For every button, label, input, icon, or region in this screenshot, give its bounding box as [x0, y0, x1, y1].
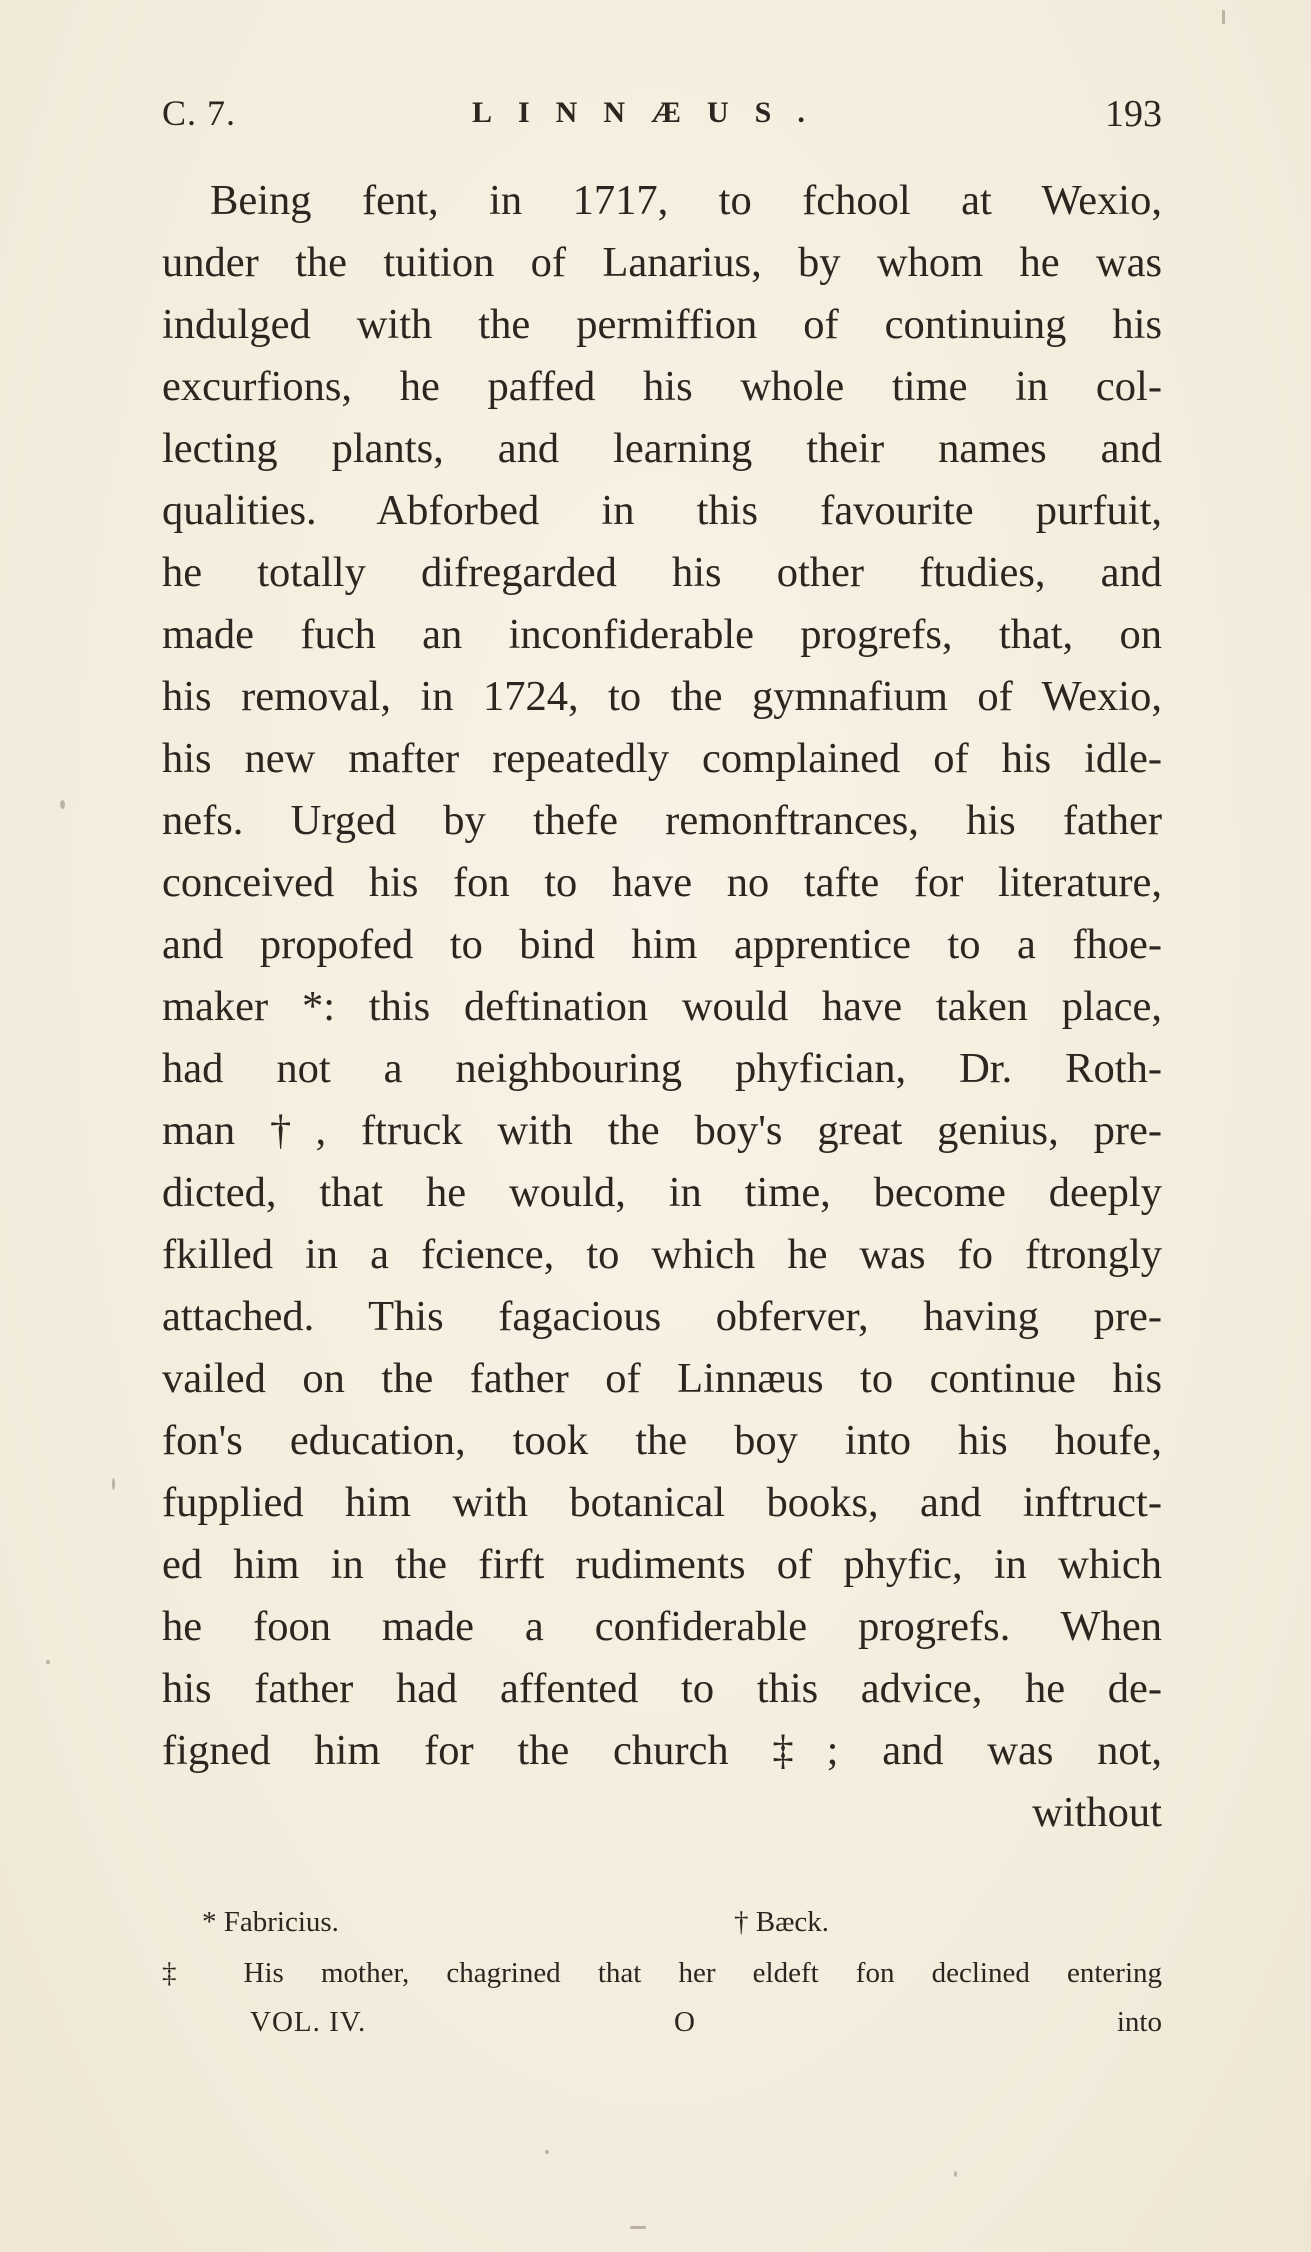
text-line: figned him for the church ‡; and was not, — [162, 1727, 1162, 1774]
paper-speck — [46, 1660, 50, 1664]
text-line: his father had affented to this advice, he de- — [162, 1665, 1162, 1712]
text-line: under the tuition of Lanarius, by whom he was — [162, 239, 1162, 286]
text-line: fkilled in a fcience, to which he was fo ftrongly — [162, 1231, 1162, 1278]
text-line: ed him in the firft rudiments of phyfic, in which — [162, 1541, 1162, 1588]
catchword-line: without — [1032, 1789, 1162, 1836]
volume-signature: VOL. IV. — [250, 2006, 367, 2038]
text-line: maker *: this deftination would have taken place, — [162, 983, 1162, 1030]
text-line: fupplied him with botanical books, and inftruct- — [162, 1479, 1162, 1526]
running-head — [162, 92, 1162, 142]
text-line: dicted, that he would, in time, become deeply — [162, 1169, 1162, 1216]
running-title: LINNÆUS. — [472, 96, 831, 129]
text-line: attached. This fagacious obferver, having pre- — [162, 1293, 1162, 1340]
footnote-row — [162, 1896, 1162, 1948]
text-line: his new mafter repeatedly complained of his idle- — [162, 735, 1162, 782]
text-line: conceived his fon to have no tafte for literature, — [162, 859, 1162, 906]
body-text — [162, 170, 1162, 1844]
text-line: and propofed to bind him apprentice to a fhoe- — [162, 921, 1162, 968]
paper-speck — [1222, 10, 1225, 24]
text-line: made fuch an inconfiderable progrefs, that, on — [162, 611, 1162, 658]
footnote-mother: ‡ His mother, chagrined that her eldeft fon declined entering — [162, 1957, 1162, 1989]
text-line: his removal, in 1724, to the gymnafium of Wexio, — [162, 673, 1162, 720]
text-line: he totally difregarded his other ftudies, and — [162, 549, 1162, 596]
text-line: Being fent, in 1717, to fchool at Wexio, — [210, 177, 1162, 224]
text-line: fon's education, took the boy into his houfe, — [162, 1417, 1162, 1464]
footnote-baeck: † Bæck. — [734, 1906, 830, 1938]
text-line: qualities. Abforbed in this favourite purfuit, — [162, 487, 1162, 534]
text-line: lecting plants, and learning their names and — [162, 425, 1162, 472]
footnotes — [162, 1896, 1162, 2046]
text-line: vailed on the father of Linnæus to continue his — [162, 1355, 1162, 1402]
footnote-catchword: into — [1116, 2006, 1162, 2038]
text-line: excurfions, he paffed his whole time in col- — [162, 363, 1162, 410]
paper-speck — [60, 800, 65, 809]
paper-speck — [630, 2226, 646, 2229]
text-line: had not a neighbouring phyfician, Dr. Roth- — [162, 1045, 1162, 1092]
signature-mark: O — [674, 2006, 695, 2038]
paper-speck — [954, 2171, 957, 2177]
text-line: he foon made a confiderable progrefs. When — [162, 1603, 1162, 1650]
text-line: nefs. Urged by thefe remonftrances, his father — [162, 797, 1162, 844]
text-line: man †, ftruck with the boy's great genius, pre- — [162, 1107, 1162, 1154]
paper-speck — [112, 1478, 115, 1490]
chapter-label: C. 7. — [162, 93, 237, 133]
text-line: indulged with the permiffion of continuing his — [162, 301, 1162, 348]
footnote-fabricius: * Fabricius. — [202, 1906, 339, 1938]
paper-speck — [545, 2150, 549, 2154]
signature-row — [162, 1998, 1162, 2046]
page-number: 193 — [1105, 93, 1162, 135]
